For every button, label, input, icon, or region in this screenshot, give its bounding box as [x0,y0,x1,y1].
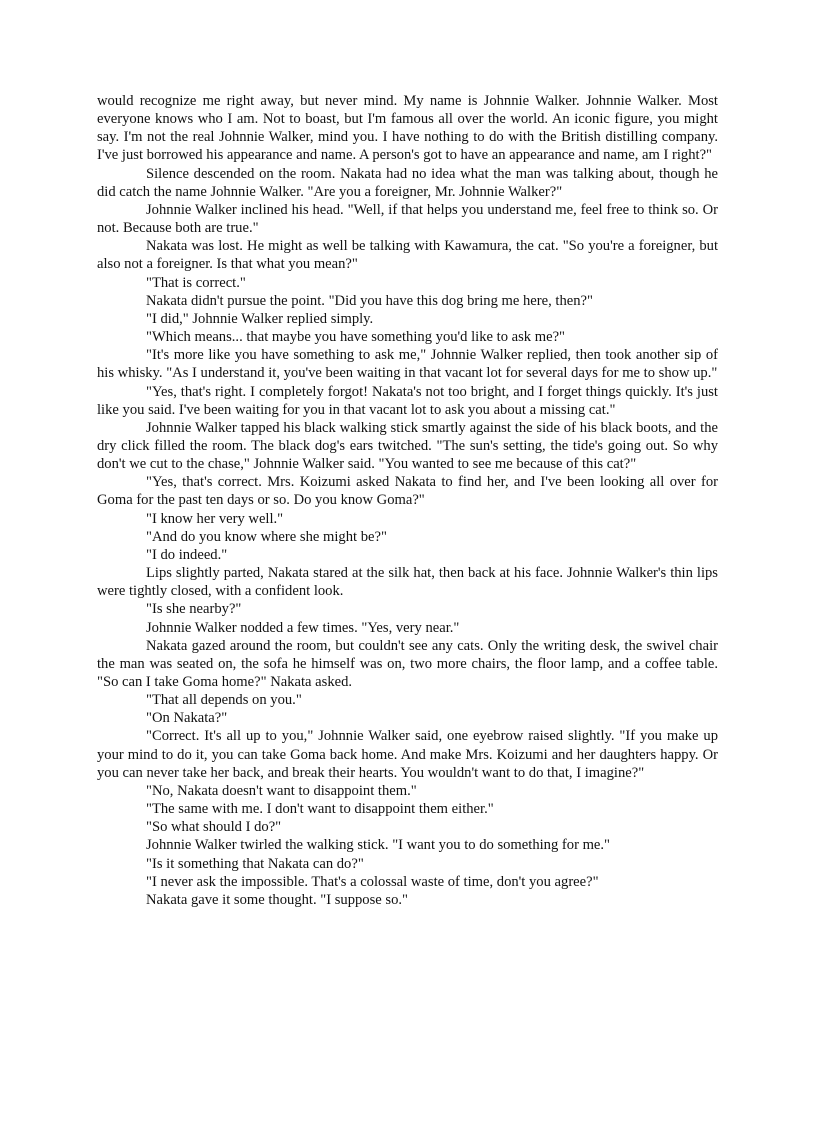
paragraph: "So what should I do?" [146,819,282,836]
paragraph: "I do indeed." [146,546,228,563]
paragraph: "I never ask the impossible. That's a colossal waste of time, don't you agree?" [146,873,599,890]
paragraph: "The same with me. I don't want to disappoint them either." [146,801,494,818]
paragraph: "Which means... that maybe you have something you'd like to ask me?" [146,329,566,346]
paragraph: would recognize me right away, but never mind. My name is Johnnie Walker. Johnnie Walker. Most everyone knows who I am. Not to boast, but I'm famous all over the world. An iconic figure, you might say. I'm not the real Johnnie Walker, mind you. I have nothing to do with the British distilling company. I've just borrowed his appearance and name. A person's got to have an appearance and name, am I right?" [97,93,718,164]
paragraph: Lips slightly parted, Nakata stared at the silk hat, then back at his face. Johnnie Walker's thin lips were tightly closed, with a confident look. [97,565,718,600]
paragraph: "Correct. It's all up to you," Johnnie Walker said, one eyebrow raised slightly. "If you make up your mind to do it, you can take Goma back home. And make Mrs. Koizumi and her daughters happy. Or you can never take her back, and break their hearts. You wouldn't want to do that, I imagine?" [97,728,718,781]
paragraph: "That is correct." [146,274,246,291]
paragraph: "I know her very well." [146,510,284,527]
paragraph: Nakata didn't pursue the point. "Did you have this dog bring me here, then?" [146,292,593,309]
paragraph: "That all depends on you." [146,692,302,709]
paragraph: "Is she nearby?" [146,601,242,618]
paragraph: "Is it something that Nakata can do?" [146,855,364,872]
paragraph: "On Nakata?" [146,710,228,727]
paragraph: Silence descended on the room. Nakata had no idea what the man was talking about, though he did catch the name Johnnie Walker. "Are you a foreigner, Mr. Johnnie Walker?" [97,165,718,200]
paragraph: "I did," Johnnie Walker replied simply. [146,310,374,327]
paragraph: Johnnie Walker inclined his head. "Well, if that helps you understand me, feel free to think so. Or not. Because both are true." [97,201,718,237]
paragraph: Johnnie Walker nodded a few times. "Yes, very near." [146,619,460,636]
paragraph: Nakata was lost. He might as well be talking with Kawamura, the cat. "So you're a foreigner, but also not a foreigner. Is that what you mean?" [97,238,718,273]
paragraph: "Yes, that's right. I completely forgot! Nakata's not too bright, and I forget things quickly. It's just like you said. I've been waiting for you in that vacant lot to ask you about a missing cat." [97,383,718,418]
paragraph: Nakata gazed around the room, but couldn't see any cats. Only the writing desk, the swivel chair the man was seated on, the sofa he himself was on, two more chairs, the floor lamp, and a coffee table. "So can I take Goma home?" Nakata asked. [97,637,718,690]
paragraph: "And do you know where she might be?" [146,528,387,545]
paragraph: Nakata gave it some thought. "I suppose so." [146,891,408,908]
paragraph: Johnnie Walker twirled the walking stick. "I want you to do something for me." [146,837,611,854]
page-body [97,92,718,909]
paragraph: "No, Nakata doesn't want to disappoint them." [146,782,417,799]
paragraph: Johnnie Walker tapped his black walking stick smartly against the side of his black boots, and the dry click filled the room. The black dog's ears twitched. "The sun's setting, the tide's going out. So why don't we cut to the chase," Johnnie Walker said. "You wanted to see me because of this cat?" [97,419,718,473]
paragraph: "Yes, that's correct. Mrs. Koizumi asked Nakata to find her, and I've been looking all over for Goma for the past ten days or so. Do you know Goma?" [97,474,718,509]
paragraph: "It's more like you have something to ask me," Johnnie Walker replied, then took another sip of his whisky. "As I understand it, you've been waiting in that vacant lot for several days for me to show up." [97,347,718,382]
